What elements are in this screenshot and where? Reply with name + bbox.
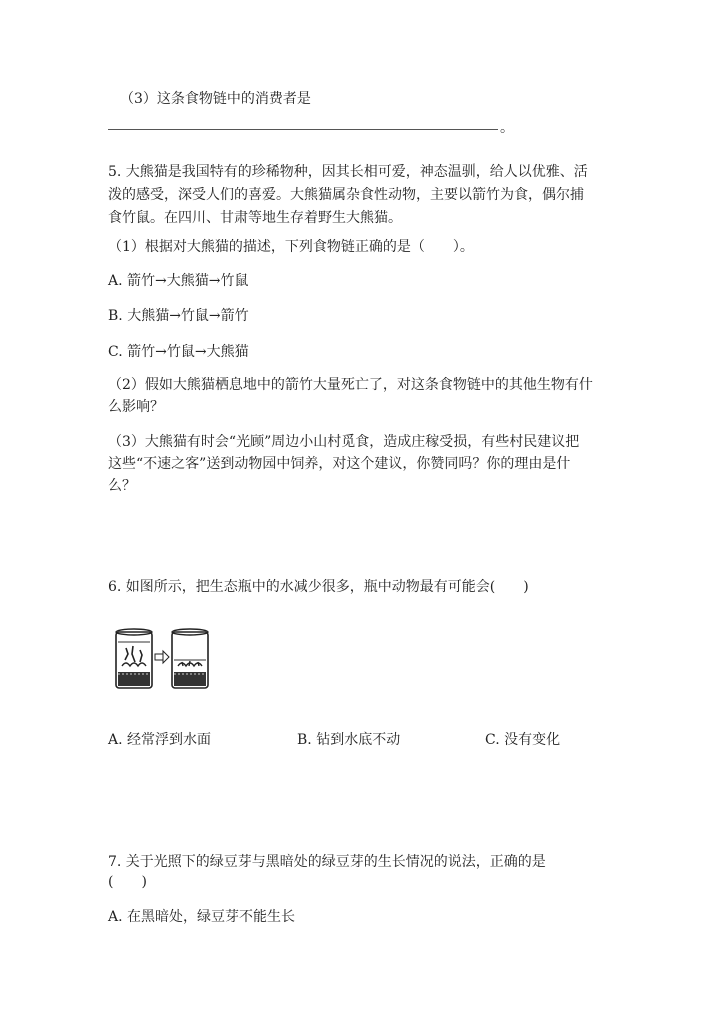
q5-option-c[interactable]: C. 箭竹→竹鼠→大熊猫 [108,344,249,360]
q7-stem-line: 7. 关于光照下的绿豆芽与黑暗处的绿豆芽的生长情况的说法，正确的是 [108,854,546,870]
q5-sub3-line: （3）大熊猫有时会“光顾”周边小山村觅食，造成庄稼受损，有些村民建议把 [108,434,580,450]
q5-sub2-line: 么影响？ [108,399,164,415]
q5-sub3-line: 这些“不速之客”送到动物园中饲养，对这个建议，你赞同吗？你的理由是什 [108,456,571,472]
q5-stem-line: 食竹鼠。在四川、甘肃等地生存着野生大熊猫。 [108,210,402,226]
q5-sub2-line: （2）假如大熊猫栖息地中的箭竹大量死亡了，对这条食物链中的其他生物有什 [108,377,593,393]
q6-option-c[interactable]: C. 没有变化 [485,732,561,748]
q5-option-a[interactable]: A. 箭竹→大熊猫→竹鼠 [108,273,249,289]
q4-answer-blank[interactable] [108,129,498,130]
q4-end-mark: 。 [500,120,514,136]
q5-stem-line: 5. 大熊猫是我国特有的珍稀物种，因其长相可爱，神态温驯，给人以优雅、活 [108,164,588,180]
ecological-bottle-figure [110,626,214,692]
q4-sub3-text: （3）这条食物链中的消费者是 [120,91,311,107]
q5-sub1: （1）根据对大熊猫的描述，下列食物链正确的是（ ）。 [108,239,474,255]
q5-sub3-line: 么？ [108,478,136,494]
q7-stem-line: ( ) [108,874,147,890]
bottle-before-icon [116,629,152,688]
q6-option-a[interactable]: A. 经常浮到水面 [108,732,212,748]
arrow-right-icon [155,651,169,663]
q6-option-b[interactable]: B. 钻到水底不动 [297,732,401,748]
bottle-after-icon [172,629,208,688]
q5-option-b[interactable]: B. 大熊猫→竹鼠→箭竹 [108,308,249,324]
q7-option-a[interactable]: A. 在黑暗处，绿豆芽不能生长 [108,909,296,925]
q6-stem: 6. 如图所示，把生态瓶中的水减少很多，瓶中动物最有可能会( ) [108,579,529,595]
q5-stem-line: 泼的感受，深受人们的喜爱。大熊猫属杂食性动物，主要以箭竹为食，偶尔捕 [108,187,584,203]
